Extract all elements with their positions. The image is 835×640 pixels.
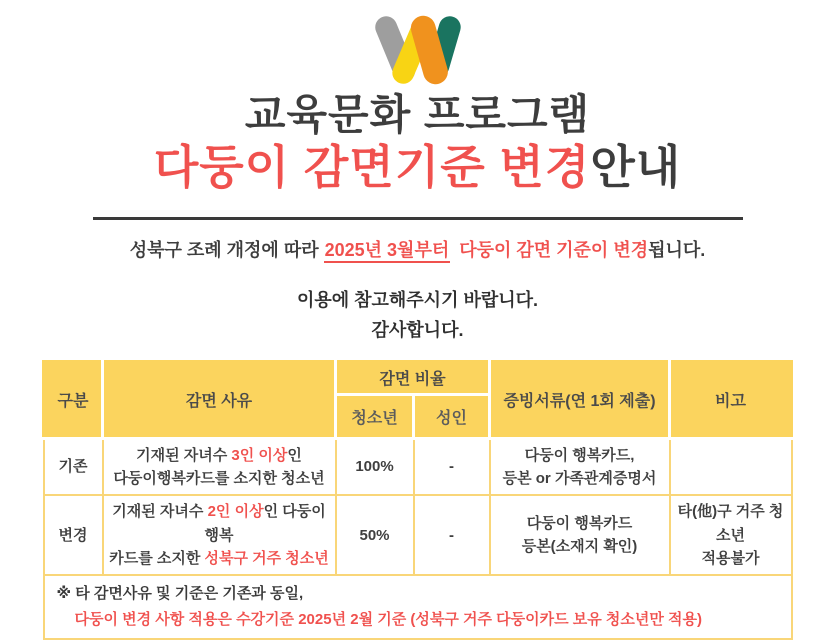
existing-reason-line2: 다둥이행복카드를 소지한 청소년 — [113, 470, 325, 488]
reduction-table — [42, 360, 793, 640]
changed-note-line1: 타(他)구 거주 청소년 — [677, 503, 784, 544]
header-cell-ratio-group: 감면 비율 — [336, 361, 490, 394]
changed-reason-highlight-1: 2인 이상 — [207, 503, 264, 521]
changed-note-line2: 적용불가 — [701, 549, 760, 567]
header-cell-category: 구분 — [44, 361, 103, 438]
intro-seg-red: 다둥이 감면 기준이 변경 — [459, 239, 649, 260]
changed-note-cell — [670, 495, 792, 575]
table-footnote-row — [44, 575, 792, 639]
subtitle-highlight: 다둥이 감면기준 변경 — [153, 141, 591, 194]
existing-adult-ratio-cell: - — [414, 438, 490, 495]
header-cell-note: 비고 — [670, 361, 792, 438]
existing-category-cell: 기존 — [44, 438, 103, 495]
table-row-existing — [44, 438, 792, 495]
intro-date-underlined: 2025년 3월부터 — [324, 240, 451, 263]
existing-reason-text-2: 인 — [287, 446, 302, 464]
page-subtitle — [0, 142, 835, 193]
intro-seg-1: 성북구 조례 개정에 따라 — [129, 239, 324, 260]
subtitle-suffix: 안내 — [590, 141, 682, 194]
page-title: 교육문화 프로그램 — [244, 91, 591, 138]
w-mark-icon — [368, 12, 467, 88]
header-cell-adult: 성인 — [414, 394, 490, 438]
existing-reason-text-1: 기재된 자녀수 — [136, 446, 232, 464]
changed-reason-highlight-2: 성북구 거주 청소년 — [204, 549, 329, 567]
footnote-line1: ※ 타 감면사유 및 기준은 기존과 동일, — [56, 585, 304, 603]
logo-container — [0, 0, 835, 88]
section-divider — [93, 217, 743, 220]
existing-youth-ratio-cell: 100% — [336, 438, 414, 495]
header-cell-docs: 증빙서류(연 1회 제출) — [490, 361, 670, 438]
changed-docs-cell — [490, 495, 670, 575]
existing-note-cell — [670, 438, 792, 495]
existing-docs-cell — [490, 438, 670, 495]
changed-reason-text-2: 인 다둥이행복 — [204, 503, 326, 544]
footnote-cell — [44, 575, 792, 639]
changed-docs-line2: 등본(소재지 확인) — [521, 538, 638, 556]
changed-docs-line1: 다둥이 행복카드 — [526, 514, 633, 532]
table-row-changed — [44, 495, 792, 575]
existing-docs-line1: 다둥이 행복카드, — [524, 446, 635, 464]
changed-adult-ratio-cell: - — [414, 495, 490, 575]
existing-reason-highlight: 3인 이상 — [231, 446, 288, 464]
intro-seg-2: 됩니다. — [648, 239, 706, 260]
header-cell-reason: 감면 사유 — [103, 361, 336, 438]
intro-sentence — [0, 236, 835, 262]
changed-reason-cell — [103, 495, 336, 575]
changed-reason-text-1: 기재된 자녀수 — [112, 503, 208, 521]
header-cell-youth: 청소년 — [336, 394, 414, 438]
existing-reason-cell — [103, 438, 336, 495]
changed-youth-ratio-cell: 50% — [336, 495, 414, 575]
intro-thanks-line: 감사합니다. — [371, 319, 464, 340]
changed-category-cell: 변경 — [44, 495, 103, 575]
intro-note-line: 이용에 참고해주시기 바랍니다. — [296, 289, 539, 310]
footnote-line2: 다둥이 변경 사항 적용은 수강기준 2025년 2월 기준 (성북구 거주 다둥이카드 보유 청소년만 적용) — [74, 611, 703, 629]
changed-reason-text-3: 카드를 소지한 — [109, 549, 205, 567]
existing-docs-line2: 등본 or 가족관계증명서 — [502, 470, 657, 488]
